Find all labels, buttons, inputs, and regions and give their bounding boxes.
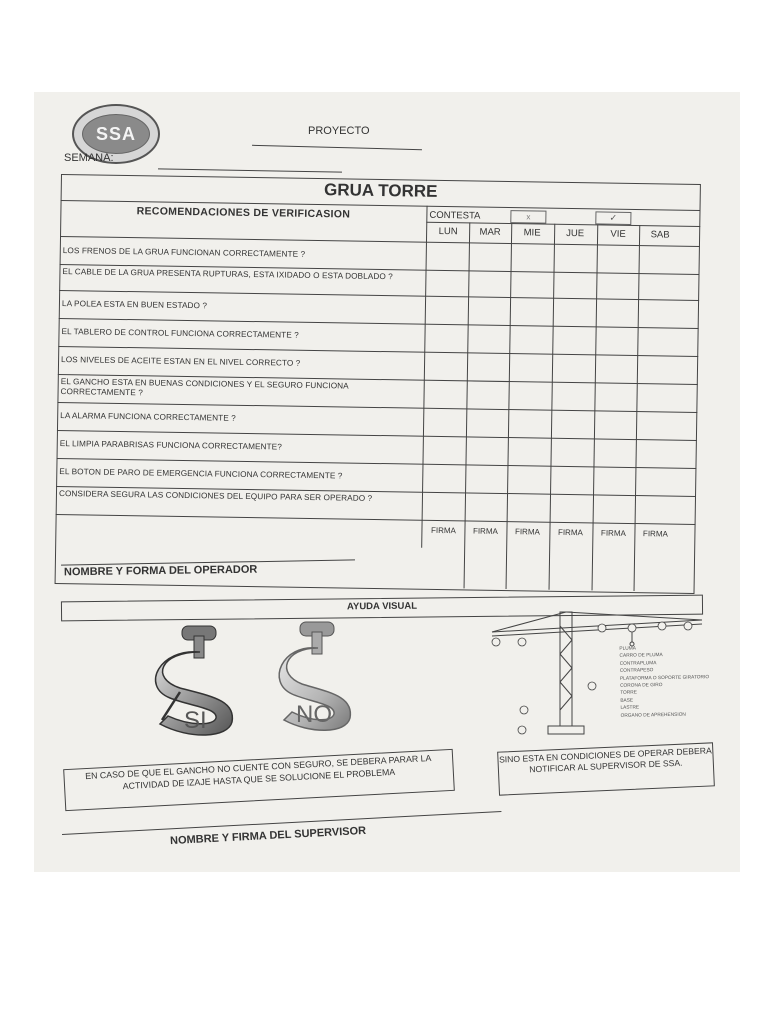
day-header-mar: MAR (479, 226, 501, 238)
firma-cell[interactable]: FIRMA (514, 527, 540, 537)
hook-si-label: SI (184, 707, 207, 734)
legend-item: CONTRAPESO (619, 668, 654, 674)
day-header-vie: VIE (610, 228, 626, 240)
recommendations-header: RECOMENDACIONES DE VERIFICASION (136, 205, 351, 221)
legend-item: PLUMA (619, 646, 636, 652)
firma-cell[interactable]: FIRMA (642, 529, 668, 539)
question-4: EL TABLERO DE CONTROL FUNCIONA CORRECTAMENTE ? (61, 327, 299, 340)
legend-item: LASTRE (620, 705, 640, 712)
hook-safety-note: EN CASO DE QUE EL GANCHO NO CUENTE CON SEGURO, SE DEBERA PARAR LA ACTIVIDAD DE IZAJE HASTA QUE SE SOLUCIONE EL PROBLEMA (63, 749, 455, 811)
contesta-label: CONTESTA (429, 209, 481, 222)
supervisor-label: NOMBRE Y FIRMA DEL SUPERVISOR (169, 824, 367, 848)
checklist-sheet (34, 92, 740, 872)
legend-item: ORGANO DE APREHENSION (620, 712, 686, 719)
logo-text: SSA (95, 123, 136, 144)
legend-item: CARRO DE PLUMA (619, 653, 663, 660)
legend-item: CONTRAPLUMA (619, 660, 657, 667)
proyecto-label: PROYECTO (308, 125, 370, 137)
table-title: GRUA TORRE (323, 180, 438, 201)
proyecto-field[interactable] (252, 145, 422, 150)
question-8: EL LIMPIA PARABRISAS FUNCIONA CORRECTAMENTE? (59, 439, 282, 452)
firma-cell[interactable]: FIRMA (600, 528, 626, 538)
day-header-lun: LUN (438, 225, 458, 238)
contesta-yes-box: ✓ (595, 211, 631, 225)
operator-label: NOMBRE Y FORMA DEL OPERADOR (63, 563, 258, 579)
question-7: LA ALARMA FUNCIONA CORRECTAMENTE ? (60, 411, 236, 423)
day-header-jue: JUE (566, 227, 585, 240)
semana-label: SEMANA: (64, 152, 114, 164)
legend-item: BASE (620, 698, 634, 704)
legend-item: PLATAFORMA O SOPORTE GIRATORIO (619, 674, 710, 682)
visual-aid-title: AYUDA VISUAL (346, 600, 418, 613)
question-5: LOS NIVELES DE ACEITE ESTAN EN EL NIVEL CORRECTO ? (61, 355, 301, 368)
supervisor-notice: SINO ESTA EN CONDICIONES DE OPERAR DEBERA NOTIFICAR AL SUPERVISOR DE SSA. (497, 742, 715, 795)
day-header-sab: SAB (650, 229, 670, 241)
hook-no-label: NO (296, 701, 332, 728)
legend-item: CORONA DE GIRO (620, 683, 663, 689)
contesta-no-box: x (510, 210, 546, 224)
firma-cell[interactable]: FIRMA (472, 526, 498, 536)
firma-cell[interactable]: FIRMA (430, 525, 456, 536)
question-2: EL CABLE DE LA GRUA PRESENTA RUPTURAS, ESTA IXIDADO O ESTA DOBLADO ? (62, 267, 393, 282)
question-10: CONSIDERA SEGURA LAS CONDICIONES DEL EQUIPO PARA SER OPERADO ? (58, 489, 373, 503)
crane-legend (619, 644, 709, 720)
day-header-mie: MIE (523, 227, 541, 239)
question-6: EL GANCHO ESTA EN BUENAS CONDICIONES Y EL SEGURO FUNCIONA CORRECTAMENTE ? (60, 377, 349, 398)
question-3: LA POLEA ESTA EN BUEN ESTADO ? (61, 299, 208, 311)
firma-cell[interactable]: FIRMA (557, 527, 583, 538)
question-1: LOS FRENOS DE LA GRUA FUNCIONAN CORRECTAMENTE ? (62, 246, 306, 259)
semana-field[interactable] (158, 168, 342, 172)
question-9: EL BOTON DE PARO DE EMERGENCIA FUNCIONA CORRECTAMENTE ? (59, 467, 343, 481)
legend-item: TORRE (620, 690, 637, 697)
inspection-table (55, 174, 701, 594)
logo-emblem (82, 114, 150, 154)
